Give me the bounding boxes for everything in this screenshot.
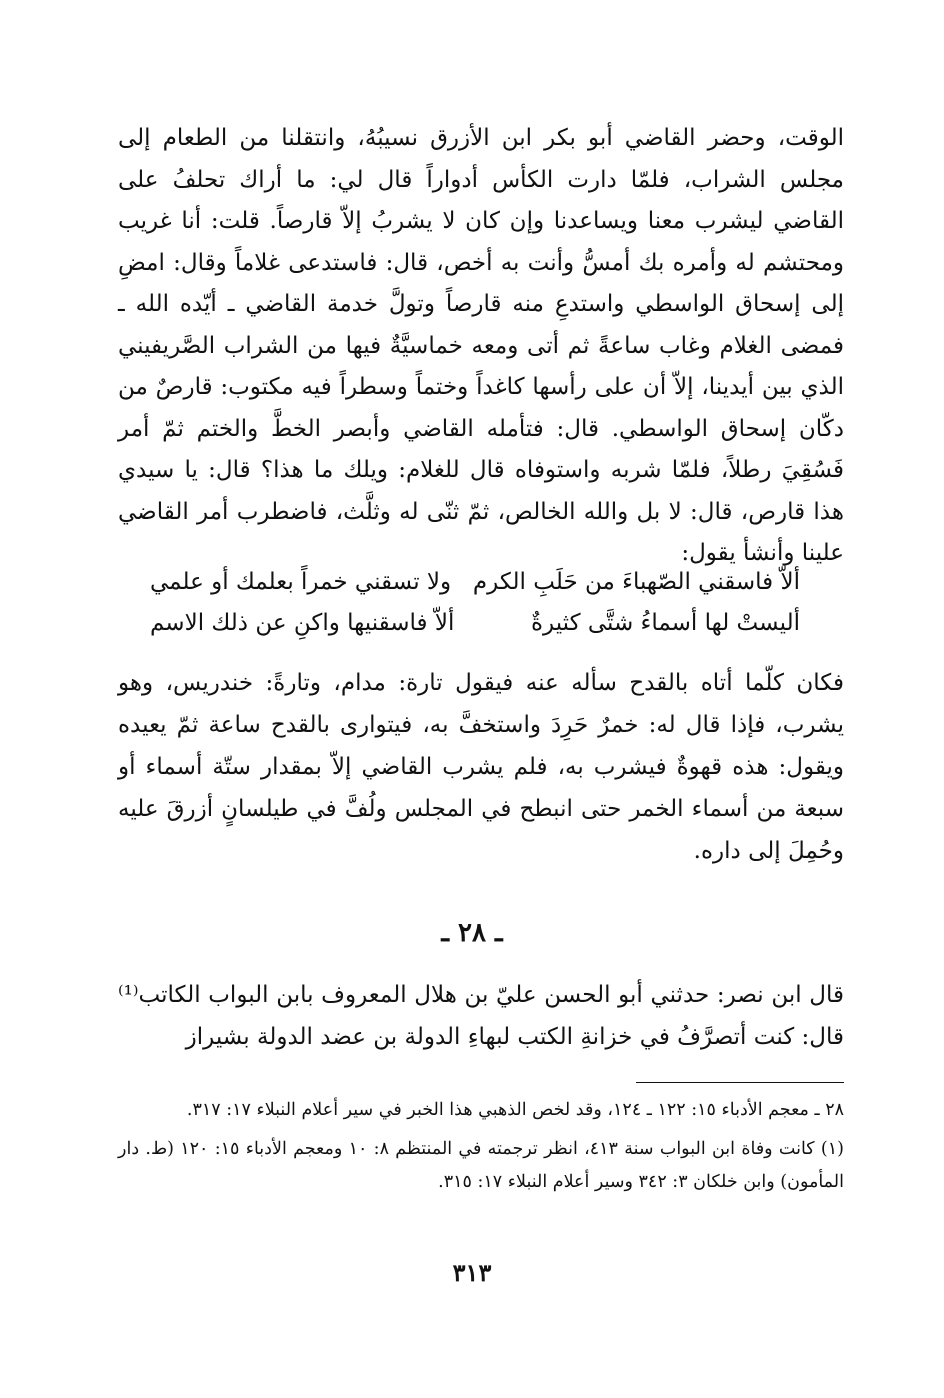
- poem-verse-2: [150, 603, 800, 644]
- section-number: ـ ٢٨ ـ: [441, 918, 503, 948]
- poem: [150, 562, 800, 644]
- poem-verse-1: [150, 562, 800, 603]
- verse-2-second-hemistich: ألاّ فاسقنيها واكنِ عن ذلك الاسم: [150, 610, 455, 636]
- main-text-block-2: [118, 662, 844, 872]
- footnote-divider: [636, 1082, 844, 1083]
- verse-1-second-hemistich: ولا تسقني خمراً بعلمك أو علمي: [150, 569, 452, 595]
- main-text-block: [118, 118, 844, 575]
- footnote-28: ٢٨ ـ معجم الأدباء ١٥: ١٢٢ ـ ١٢٤، وقد لخص الذهبي هذا الخبر في سير أعلام النبلاء ١٧: ٣١٧.: [186, 1100, 844, 1120]
- footnotes: [118, 1094, 844, 1205]
- paragraph-1: الوقت، وحضر القاضي أبو بكر ابن الأزرق نسيبُهُ، وانتقلنا من الطعام إلى مجلس الشراب، فلمّا دارت الكأس أدواراً قال لي: ما أراك تحلفُ على القاضي ليشرب معنا ويساعدنا وإن كان لا يشربُ إلاّ قارصاً. قلت: أنا غريب ومحتشم له وأمره بك أمسُّ وأنت به أخص، قال: فاستدعى غلاماً وقال: امضِ إلى إسحاق الواسطي واستدعِ منه قارصاً وتولَّ خدمة القاضي ـ أيّده الله ـ فمضى الغلام وغاب ساعةً ثم أتى ومعه خماسيَّةٌ فيها من الشراب الصَّريفيني الذي بين أيدينا، إلاّ أن على رأسها كاغداً وختماً وسطراً فيه مكتوب: قارصٌ من دكّان إسحاق الواسطي. قال: فتأمله القاضي وأبصر الخطَّ والختم ثمّ أمر فَسُقِيَ رطلاً، فلمّا شربه واستوفاه قال للغلام: ويلك ما هذا؟ قال: يا سيدي هذا قارص، قال: لا بل والله الخالص، ثمّ ثنّى له وثلَّث، فاضطرب أمر القاضي علينا وأنشأ يقول:: [118, 125, 844, 566]
- verse-1-first-hemistich: ألاّ فاسقني الصّهباءَ من حَلَبِ الكرم: [472, 569, 800, 595]
- paragraph-3: قال ابن نصر: حدثني أبو الحسن عليّ بن هلال المعروف بابن البواب الكاتب⁽¹⁾ قال: كنت أتصرَّفُ في خزانةِ الكتب لبهاءِ الدولة بن عضد الدولة بشيراز: [118, 982, 844, 1050]
- footnote-1: (١) كانت وفاة ابن البواب سنة ٤١٣، انظر ترجمته في المنتظم ٨: ١٠ ومعجم الأدباء ١٥: ١٢٠ (ط. دار المأمون) وابن خلكان ٣: ٣٤٢ وسير أعلام النبلاء ١٧: ٣١٥.: [118, 1139, 844, 1192]
- paragraph-2: فكان كلّما أتاه بالقدح سأله عنه فيقول تارة: مدام، وتارةً: خندريس، وهو يشرب، فإذا قال له: خمرٌ حَرِدَ واستخفَّ به، فيتوارى بالقدح ساعة ثمّ يعيده ويقول: هذه قهوةٌ فيشرب به، فلم يشرب القاضي إلاّ بمقدار ستّة أسماء أو سبعة من أسماء الخمر حتى انبطح في المجلس ولُفَّ في طيلسانٍ أزرقَ عليه وحُمِلَ إلى داره.: [118, 670, 844, 864]
- page-number: ٣١٣: [452, 1258, 492, 1287]
- main-text-block-3: [118, 974, 844, 1058]
- verse-2-first-hemistich: أليستْ لها أسماءُ شتَّى كثيرةٌ: [530, 610, 800, 636]
